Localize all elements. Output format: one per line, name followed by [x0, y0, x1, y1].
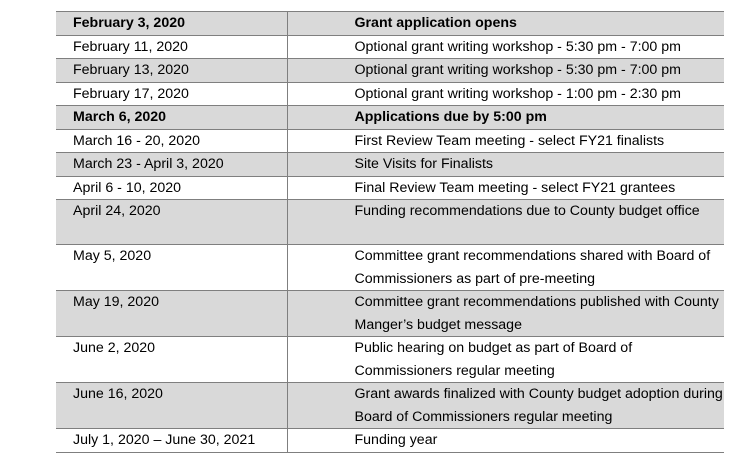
date-cell: February 11, 2020 — [56, 35, 287, 59]
date-cell: April 24, 2020 — [56, 200, 287, 245]
schedule-table — [56, 11, 724, 453]
date-cell: May 5, 2020 — [56, 245, 287, 291]
event-cell: Site Visits for Finalists — [287, 153, 724, 177]
table-row — [56, 153, 724, 177]
date-cell: February 3, 2020 — [56, 12, 287, 36]
date-cell: June 2, 2020 — [56, 337, 287, 383]
event-cell: Funding year — [287, 429, 724, 453]
table-row — [56, 429, 724, 453]
event-cell: Committee grant recommendations published with County Manger’s budget message — [287, 291, 724, 337]
table-row — [56, 200, 724, 245]
table-row — [56, 35, 724, 59]
date-cell: March 16 - 20, 2020 — [56, 129, 287, 153]
date-cell: February 17, 2020 — [56, 82, 287, 106]
table-row — [56, 12, 724, 36]
date-cell: May 19, 2020 — [56, 291, 287, 337]
event-cell: Grant awards finalized with County budget adoption during Board of Commissioners regular meeting — [287, 383, 724, 429]
date-cell: February 13, 2020 — [56, 59, 287, 83]
date-cell: July 1, 2020 – June 30, 2021 — [56, 429, 287, 453]
event-cell: Funding recommendations due to County budget office — [287, 200, 724, 245]
event-cell: Committee grant recommendations shared with Board of Commissioners as part of pre-meeting — [287, 245, 724, 291]
table-row — [56, 337, 724, 383]
event-cell: Grant application opens — [287, 12, 724, 36]
event-cell: Public hearing on budget as part of Board of Commissioners regular meeting — [287, 337, 724, 383]
event-cell: Optional grant writing workshop - 5:30 pm - 7:00 pm — [287, 59, 724, 83]
event-cell: Optional grant writing workshop - 5:30 pm - 7:00 pm — [287, 35, 724, 59]
table-row — [56, 129, 724, 153]
date-cell: June 16, 2020 — [56, 383, 287, 429]
table-row — [56, 106, 724, 130]
table-row — [56, 82, 724, 106]
date-cell: March 6, 2020 — [56, 106, 287, 130]
table-row — [56, 291, 724, 337]
event-cell: First Review Team meeting - select FY21 finalists — [287, 129, 724, 153]
event-cell: Optional grant writing workshop - 1:00 pm - 2:30 pm — [287, 82, 724, 106]
table-row — [56, 245, 724, 291]
table-row — [56, 176, 724, 200]
table-row — [56, 59, 724, 83]
date-cell: April 6 - 10, 2020 — [56, 176, 287, 200]
event-cell: Final Review Team meeting - select FY21 grantees — [287, 176, 724, 200]
event-cell: Applications due by 5:00 pm — [287, 106, 724, 130]
table-row — [56, 383, 724, 429]
date-cell: March 23 - April 3, 2020 — [56, 153, 287, 177]
